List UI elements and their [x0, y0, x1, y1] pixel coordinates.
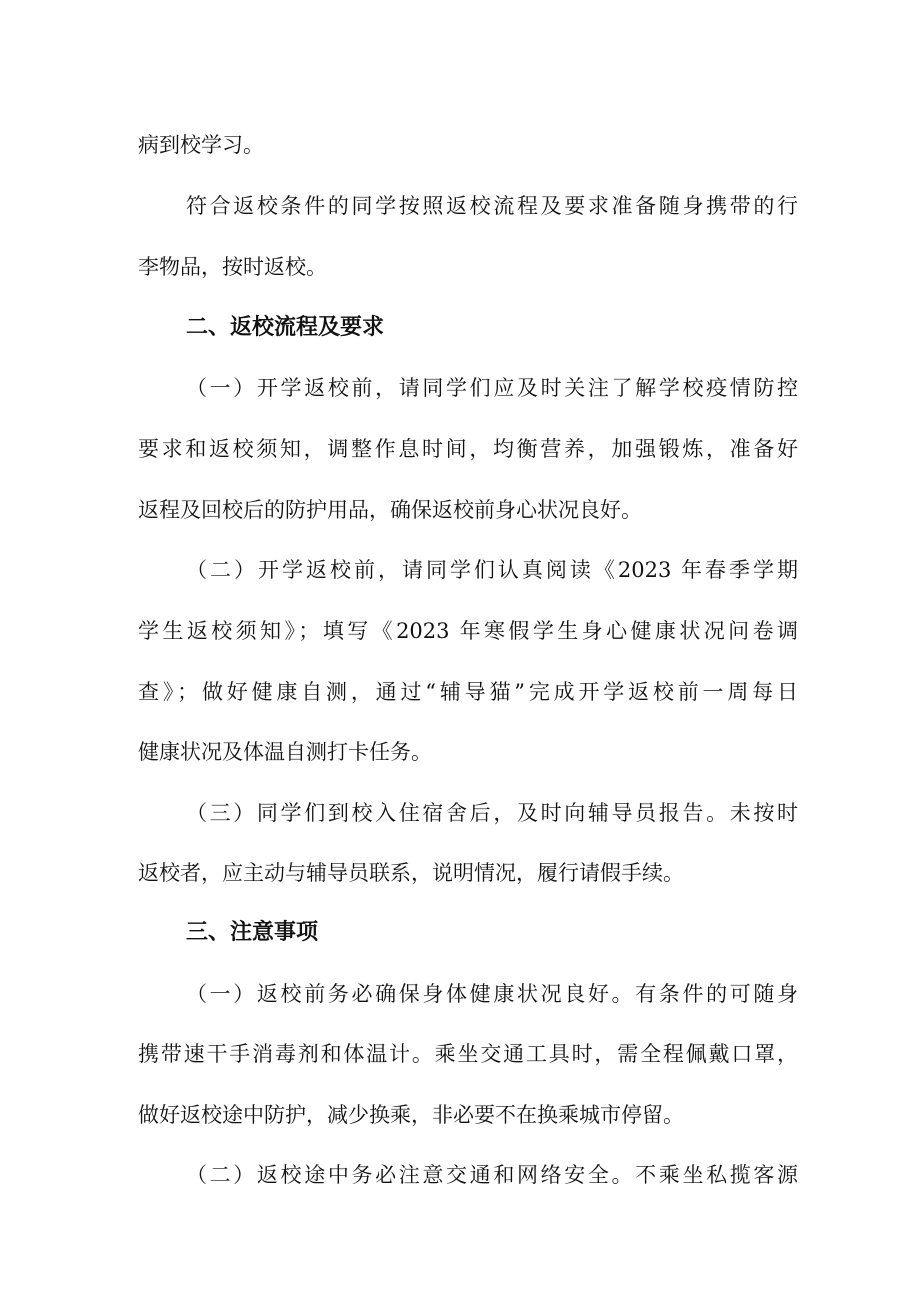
paragraph-line: 要求和返校须知，调整作息时间，均衡营养，加强锻炼，准备好	[138, 437, 798, 461]
paragraph-line: 李物品，按时返校。	[138, 255, 327, 279]
paragraph-line: 学生返校须知》；填写《2023 年寒假学生身心健康状况问卷调	[138, 619, 798, 643]
paragraph-line: 返程及回校后的防护用品，确保返校前身心状况良好。	[138, 498, 642, 522]
paragraph-line: 健康状况及体温自测打卡任务。	[138, 740, 432, 764]
paragraph-line: 病到校学习。	[138, 133, 264, 157]
section-heading: 二、返校流程及要求	[186, 315, 385, 340]
paragraph-line: 携带速干手消毒剂和体温计。乘坐交通工具时，需全程佩戴口罩，	[138, 1042, 798, 1066]
paragraph-line: （一）开学返校前，请同学们应及时关注了解学校疫情防控	[186, 376, 798, 400]
paragraph-line: （一）返校前务必确保身体健康状况良好。有条件的可随身	[186, 982, 798, 1006]
paragraph-line: （二）开学返校前，请同学们认真阅读《2023 年春季学期	[186, 558, 798, 582]
paragraph-line: （三）同学们到校入住宿舍后，及时向辅导员报告。未按时	[186, 801, 798, 825]
section-heading: 三、注意事项	[186, 920, 319, 945]
paragraph-line: 查》；做好健康自测，通过“辅导猫”完成开学返校前一周每日	[138, 680, 798, 704]
paragraph-line: 做好返校途中防护，减少换乘，非必要不在换乘城市停留。	[138, 1103, 684, 1127]
paragraph-line: 符合返校条件的同学按照返校流程及要求准备随身携带的行	[186, 194, 798, 218]
paragraph-line: 返校者，应主动与辅导员联系，说明情况，履行请假手续。	[138, 861, 684, 885]
paragraph-line: （二）返校途中务必注意交通和网络安全。不乘坐私揽客源	[186, 1163, 798, 1187]
